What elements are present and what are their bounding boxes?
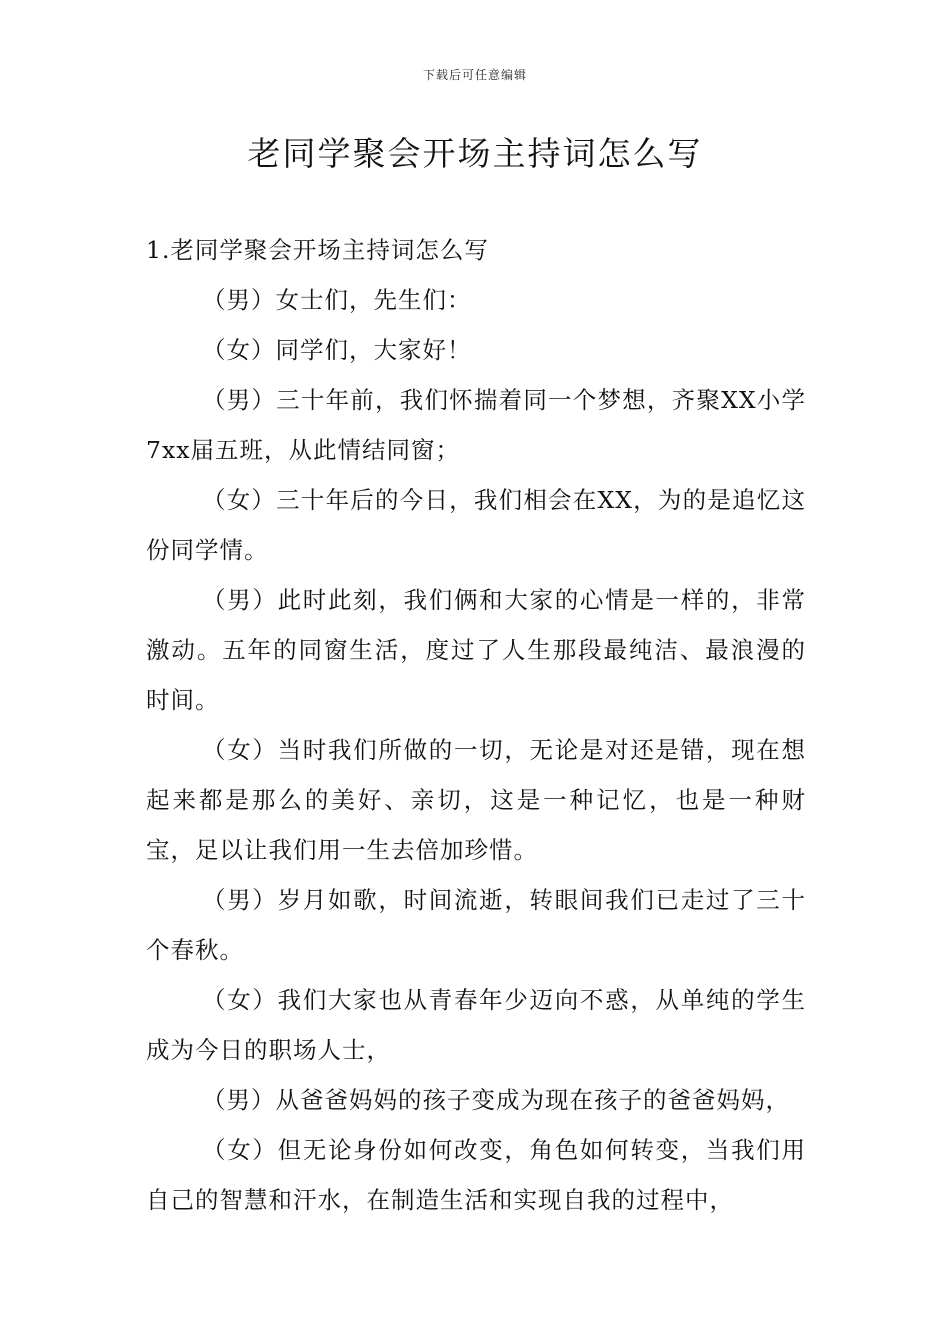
document-title: 老同学聚会开场主持词怎么写 — [247, 134, 703, 173]
paragraph: （女）我们大家也从青春年少迈向不惑，从单纯的学生成为今日的职场人士， — [146, 986, 806, 1064]
paragraph: （女）当时我们所做的一切，无论是对还是错，现在想起来都是那么的美好、亲切，这是一种记忆，也是一种财宝，足以让我们用一生去倍加珍惜。 — [146, 736, 806, 864]
paragraph: （女）同学们，大家好！ — [202, 336, 472, 364]
paragraph: （女）但无论身份如何改变，角色如何转变，当我们用自己的智慧和汗水，在制造生活和实现自我的过程中， — [146, 1136, 806, 1214]
paragraph: （男）此时此刻，我们俩和大家的心情是一样的，非常激动。五年的同窗生活，度过了人生那段最纯洁、最浪漫的时间。 — [146, 586, 806, 714]
paragraph: （男）三十年前，我们怀揣着同一个梦想，齐聚XX小学7xx届五班，从此情结同窗； — [146, 386, 806, 464]
section-heading: 1.老同学聚会开场主持词怎么写 — [146, 236, 489, 264]
paragraph: （男）岁月如歌，时间流逝，转眼间我们已走过了三十个春秋。 — [146, 886, 806, 964]
paragraph: （男）女士们，先生们： — [202, 286, 472, 314]
document-body — [146, 225, 806, 1225]
paragraph: （男）从爸爸妈妈的孩子变成为现在孩子的爸爸妈妈， — [202, 1086, 790, 1114]
paragraph: （女）三十年后的今日，我们相会在XX，为的是追忆这份同学情。 — [146, 486, 806, 564]
page-header: 下载后可任意编辑 — [422, 68, 527, 82]
